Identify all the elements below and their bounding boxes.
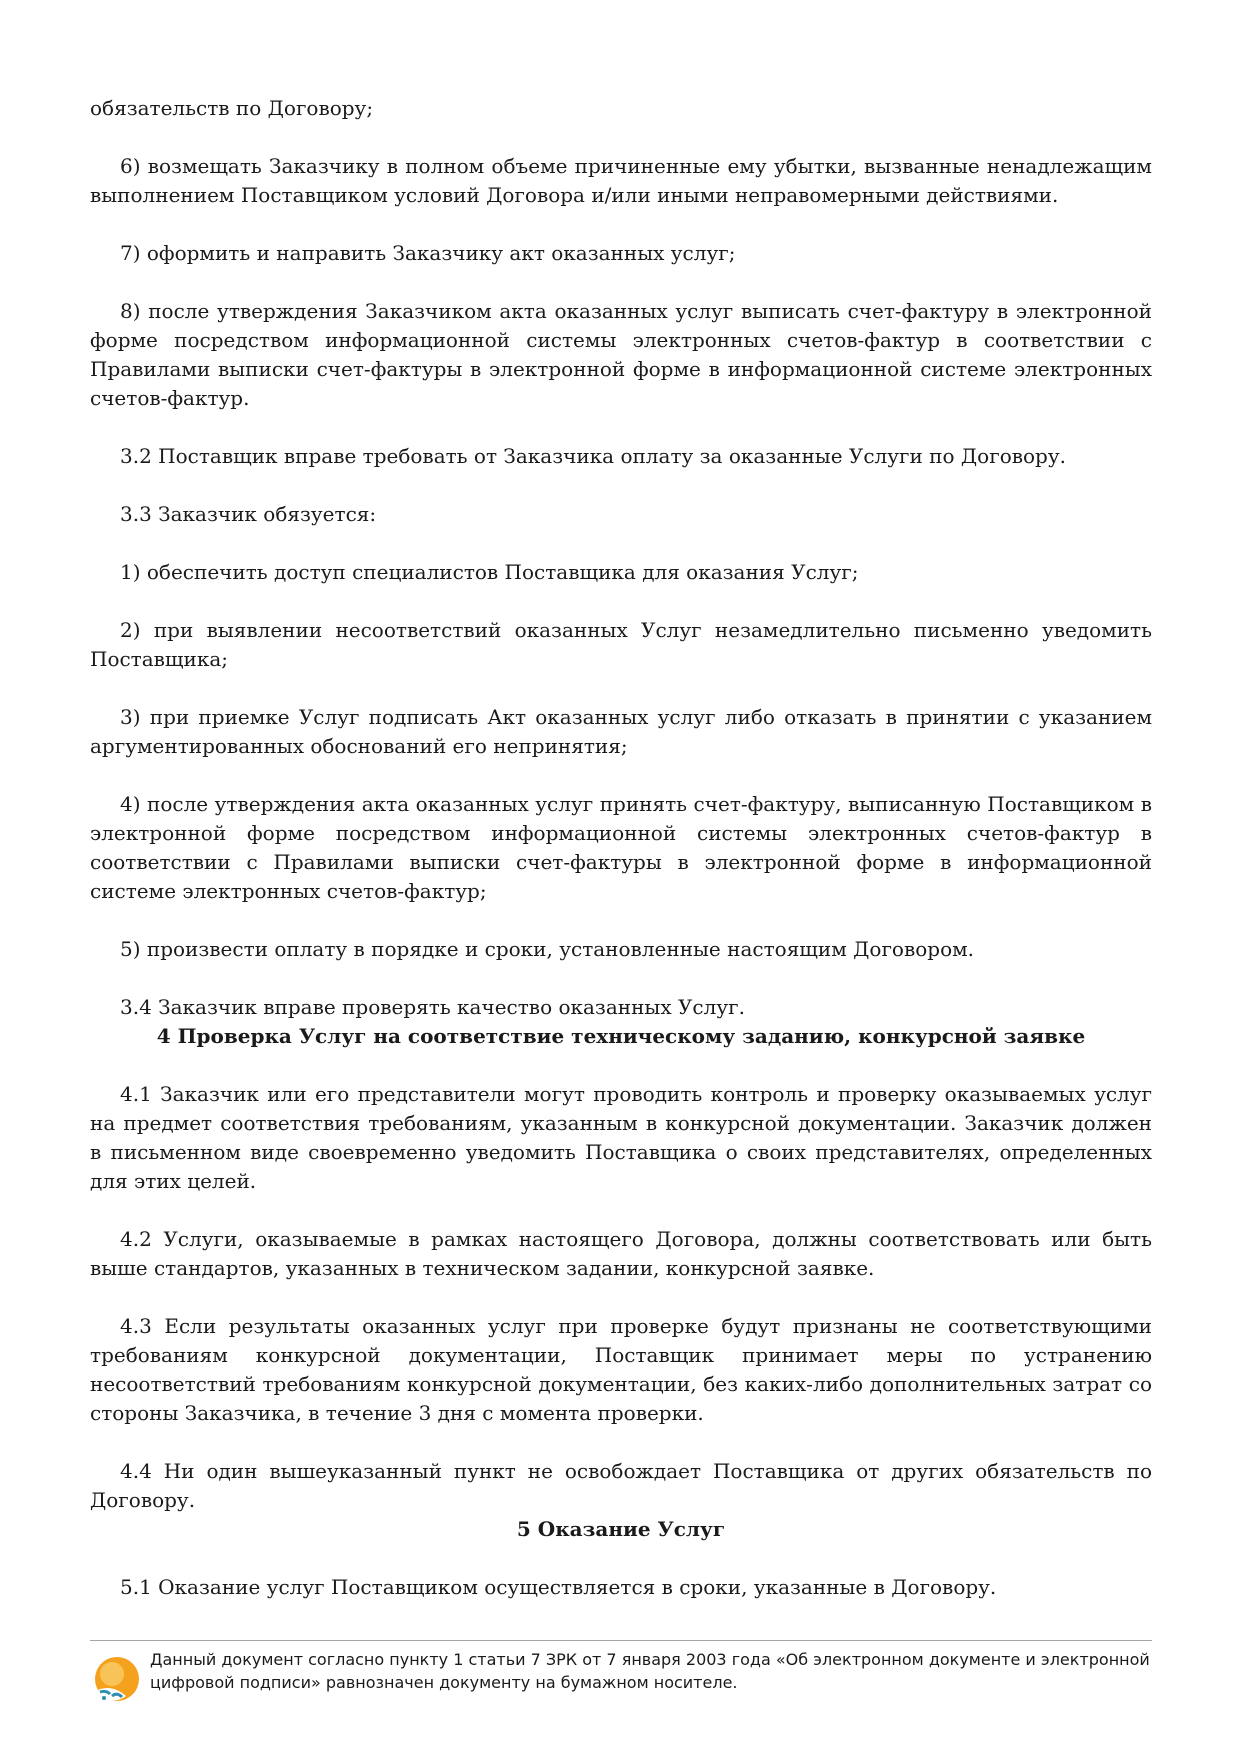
paragraph-4-1: 4.1 Заказчик или его представители могут проводить контроль и проверку оказываемых услуг на предмет соответствия требованиям, указанным в конкурсной документации. Заказчик должен в письменном виде своевременно уведомить Поставщика о своих представителях, определенных для этих целей. xyxy=(90,1082,1152,1193)
paragraph-3-3-item-5: 5) произвести оплату в порядке и сроки, установленные настоящим Договором. xyxy=(120,937,975,961)
footer-legal-note: Данный документ согласно пункту 1 статьи 7 ЗРК от 7 января 2003 года «Об электронном документе и электронной цифровой подписи» равнозначен документу на бумажном носителе. xyxy=(150,1650,1150,1692)
paragraph-item-7: 7) оформить и направить Заказчику акт оказанных услуг; xyxy=(120,241,736,265)
paragraph-item-6: 6) возмещать Заказчику в полном объеме причиненные ему убытки, вызванные ненадлежащим выполнением Поставщиком условий Договора и/или иными неправомерными действиями. xyxy=(90,154,1152,207)
footer-divider xyxy=(90,1640,1152,1641)
paragraph-3-2: 3.2 Поставщик вправе требовать от Заказчика оплату за оказанные Услуги по Договору. xyxy=(120,444,1066,468)
paragraph-5-1: 5.1 Оказание услуг Поставщиком осуществляется в сроки, указанные в Договору. xyxy=(120,1575,997,1599)
paragraph-continuation: обязательств по Договору; xyxy=(90,96,374,120)
section-heading-5: 5 Оказание Услуг xyxy=(516,1517,726,1541)
egov-sun-logo-icon xyxy=(92,1654,142,1704)
paragraph-4-2: 4.2 Услуги, оказываемые в рамках настоящего Договора, должны соответствовать или быть выше стандартов, указанных в техническом задании, конкурсной заявке. xyxy=(90,1227,1152,1280)
document-body xyxy=(90,94,1152,1602)
paragraph-3-3-item-2: 2) при выявлении несоответствий оказанных Услуг незамедлительно письменно уведомить Поставщика; xyxy=(90,618,1152,671)
paragraph-3-3-item-1: 1) обеспечить доступ специалистов Поставщика для оказания Услуг; xyxy=(120,560,859,584)
footer xyxy=(90,1646,1152,1706)
paragraph-4-3: 4.3 Если результаты оказанных услуг при проверке будут признаны не соответствующими требованиям конкурсной документации, Поставщик принимает меры по устранению несоответствий требованиям конкурсной документации, без каких-либо дополнительных затрат со стороны Заказчика, в течение 3 дня с момента проверки. xyxy=(90,1314,1152,1425)
paragraph-item-8: 8) после утверждения Заказчиком акта оказанных услуг выписать счет-фактуру в электронной форме посредством информационной системы электронных счетов-фактур в соответствии с Правилами выписки счет-фактуры в электронной форме в информационной системе электронных счетов-фактур. xyxy=(90,299,1152,410)
paragraph-3-3-item-4: 4) после утверждения акта оказанных услуг принять счет-фактуру, выписанную Поставщиком в электронной форме посредством информационной системы электронных счетов-фактур в соответствии с Правилами выписки счет-фактуры в электронной форме в информационной системе электронных счетов-фактур; xyxy=(90,792,1152,903)
paragraph-4-4: 4.4 Ни один вышеуказанный пункт не освобождает Поставщика от других обязательств по Договору. xyxy=(90,1459,1152,1512)
paragraph-3-3-item-3: 3) при приемке Услуг подписать Акт оказанных услуг либо отказать в принятии с указанием аргументированных обоснований его непринятия; xyxy=(90,705,1152,758)
section-heading-4: 4 Проверка Услуг на соответствие техническому заданию, конкурсной заявке xyxy=(156,1024,1086,1048)
paragraph-3-3: 3.3 Заказчик обязуется: xyxy=(120,502,377,526)
paragraph-3-4: 3.4 Заказчик вправе проверять качество оказанных Услуг. xyxy=(120,995,745,1019)
